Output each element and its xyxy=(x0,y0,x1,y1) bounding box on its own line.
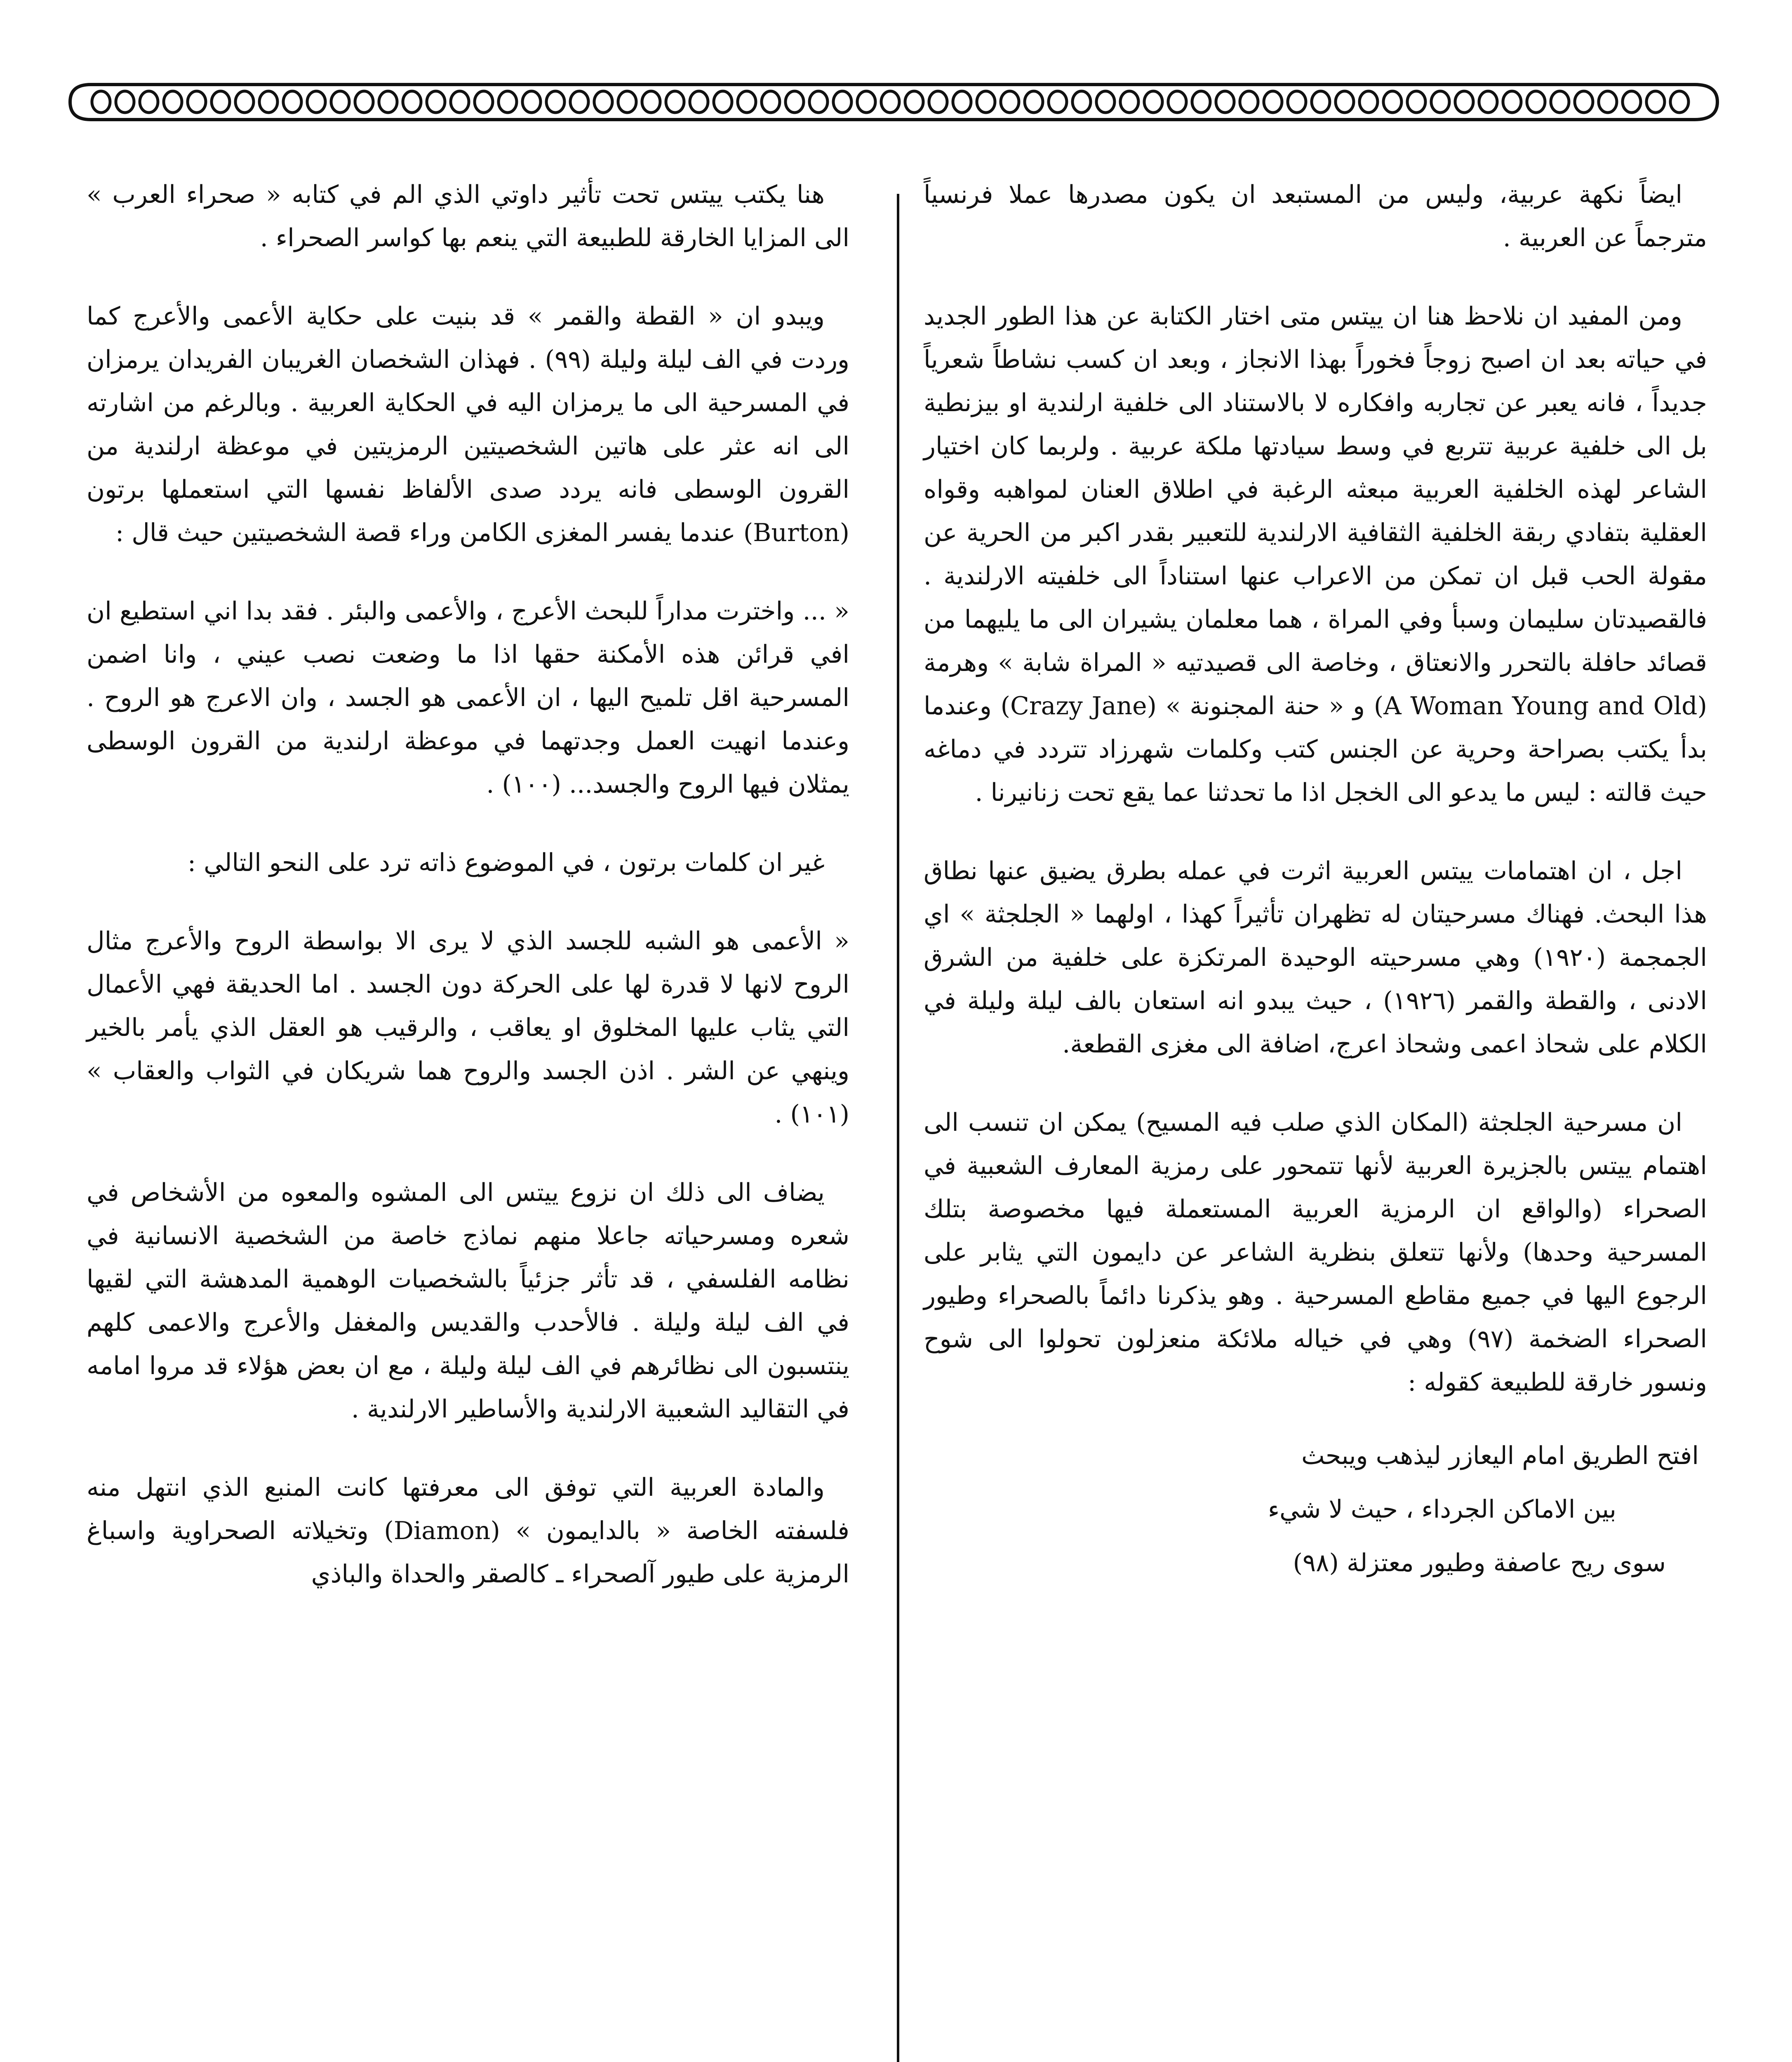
poem-line: سوى ريح عاصفة وطيور معتزلة (٩٨) xyxy=(1293,1549,1666,1577)
column-divider xyxy=(897,194,899,2062)
poem-line: بين الاماكن الجرداء ، حيث لا شيء xyxy=(1268,1495,1616,1524)
paragraph: ايضاً نكهة عربية، وليس من المستبعد ان يكون مصدرها عملا فرنسياً مترجماً عن العربية . xyxy=(924,180,1707,252)
paragraph: ومن المفيد ان نلاحظ هنا ان ييتس متى اختار الكتابة عن هذا الطور الجديد في حياته بعد ان اصبح زوجاً فخوراً بهذا الانجاز ، وبعد ان كسب نشاطاً شعرياً جديداً ، فانه يعبر عن تجاربه وافكاره لا بالاستناد الى خلفية ارلندية او بيزنطية بل الى خلفية عربية تتربع في وسط سيادتها ملكة عربية . ولربما كان اختيار الشاعر لهذه الخلفية العربية مبعثه الرغبة في اطلاق العنان لمواهبه وقواه العقلية بتفادي ربقة الخلفية الثقافية الارلندية للتعبير بقدر اكبر من الحرية عن مقولة الحب قبل ان تمكن من الاعراب عنها استناداً الى خلفيته الارلندية . فالقصيدتان سليمان وسبأ وفي المراة ، هما معلمان يشيران الى ما يليهما من قصائد حافلة بالتحرر والانعتاق ، وخاصة الى قصيدتيه « المراة شابة » وهرمة (A Woman Young and Old) و « حنة المجنونة » (Crazy Jane) وعندما بدأ يكتب بصراحة وحرية عن الجنس كتب وكلمات شهرزاد تتردد في دماغه حيث قالته : ليس ما يدعو الى الخجل اذا ما تحدثنا عما يقع تحت زنانيرنا . xyxy=(924,302,1707,807)
paragraph: اجل ، ان اهتمامات ييتس العربية اثرت في عمله بطرق يضيق عنها نطاق هذا البحث. فهناك مسرحيتان له تظهران تأثيراً كهذا ، اولهما « الجلجثة » اي الجمجمة (١٩٢٠) وهي مسرحيته الوحيدة المرتكزة على خلفية من الشرق الادنى ، والقطة والقمر (١٩٢٦) ، حيث يبدو انه استعان بالف ليلة وليلة في الكلام على شحاذ اعمى وشحاذ اعرج، اضافة الى مغزى القطعة. xyxy=(924,857,1707,1059)
paragraph: ويبدو ان « القطة والقمر » قد بنيت على حكاية الأعمى والأعرج كما وردت في الف ليلة وليلة (٩٩) . فهذان الشخصان الغريبان الفريدان يرمزان في المسرحية الى ما يرمزان اليه في الحكاية العربية . وبالرغم من اشارته الى انه عثر على هاتين الشخصيتين الرمزيتين في موعظة ارلندية من القرون الوسطى فانه يردد صدى الألفاظ نفسها التي استعملها برتون (Burton) عندما يفسر المغزى الكامن وراء قصة الشخصيتين حيث قال : xyxy=(87,302,850,547)
left-column xyxy=(87,173,849,1596)
paragraph: هنا يكتب ييتس تحت تأثير داوتي الذي الم في كتابه « صحراء العرب » الى المزايا الخارقة للطبيعة التي ينعم بها كواسر الصحراء . xyxy=(87,180,849,252)
poem-line: افتح الطريق امام اليعازر ليذهب ويبحث xyxy=(1301,1441,1699,1470)
poem-block xyxy=(924,1429,1707,1590)
quotation: « الأعمى هو الشبه للجسد الذي لا يرى الا بواسطة الروح والأعرج مثال الروح لانها لا قدرة لها على الحركة دون الجسد . اما الحديقة فهي الأعمال التي يثاب عليها المخلوق او يعاقب ، والرقيب هو العقل الذي يأمر بالخير وينهي عن الشر . اذن الجسد والروح هما شريكان في الثواب والعقاب » (١٠١) . xyxy=(87,927,849,1129)
paragraph: ان مسرحية الجلجثة (المكان الذي صلب فيه المسيح) يمكن ان تنسب الى اهتمام ييتس بالجزيرة العربية لأنها تتمحور على رمزية المعارف الشعبية في الصحراء (والواقع ان الرمزية العربية المستعملة فيها مخصوصة بتلك المسرحية وحدها) ولأنها تتعلق بنظرية الشاعر عن دايمون التي يثابر على الرجوع اليها في جميع مقاطع المسرحية . وهو يذكرنا دائماً بالصحراء وطيور الصحراء الضخمة (٩٧) وهي في خياله ملائكة منعزلون تحولوا الى شوح ونسور خارقة للطبيعة كقوله : xyxy=(924,1108,1707,1397)
paragraph: يضاف الى ذلك ان نزوع ييتس الى المشوه والمعوه من الأشخاص في شعره ومسرحياته جاعلا منهم نماذج خاصة من الشخصية الانسانية في نظامه الفلسفي ، قد تأثر جزئياً بالشخصيات الوهمية المدهشة التي لقيها في الف ليلة وليلة . فالأحدب والقديس والمغفل والأعرج والاعمى كلهم ينتسبون الى نظائرهم في الف ليلة وليلة ، مع ان بعض هؤلاء قد مروا امامه في التقاليد الشعبية الارلندية والأساطير الارلندية . xyxy=(87,1178,849,1424)
paragraph: غير ان كلمات برتون ، في الموضوع ذاته ترد على النحو التالي : xyxy=(187,848,825,877)
paragraph: والمادة العربية التي توفق الى معرفتها كانت المنبع الذي انتهل منه فلسفته الخاصة « بالدايمون » (Diamon) وتخيلاته الصحراوية واسباغ الرمزية على طيور آلصحراء ـ كالصقر والحداة والباذي xyxy=(87,1473,849,1589)
decorative-border-ornament xyxy=(62,78,1724,126)
right-column xyxy=(924,173,1707,1590)
quotation: « ... واخترت مداراً للبحث الأعرج ، والأعمى والبئر . فقد بدا اني استطيع ان افي قرائن هذه الأمكنة حقها اذا ما وضعت نصب عيني ، وانا اضمن المسرحية اقل تلميح اليها ، ان الأعمى هو الجسد ، وان الاعرج هو الروح . وعندما انهيت العمل وجدتهما في موعظة ارلندية من القرون الوسطى يمثلان فيها الروح والجسد... (١٠٠) . xyxy=(87,597,849,799)
